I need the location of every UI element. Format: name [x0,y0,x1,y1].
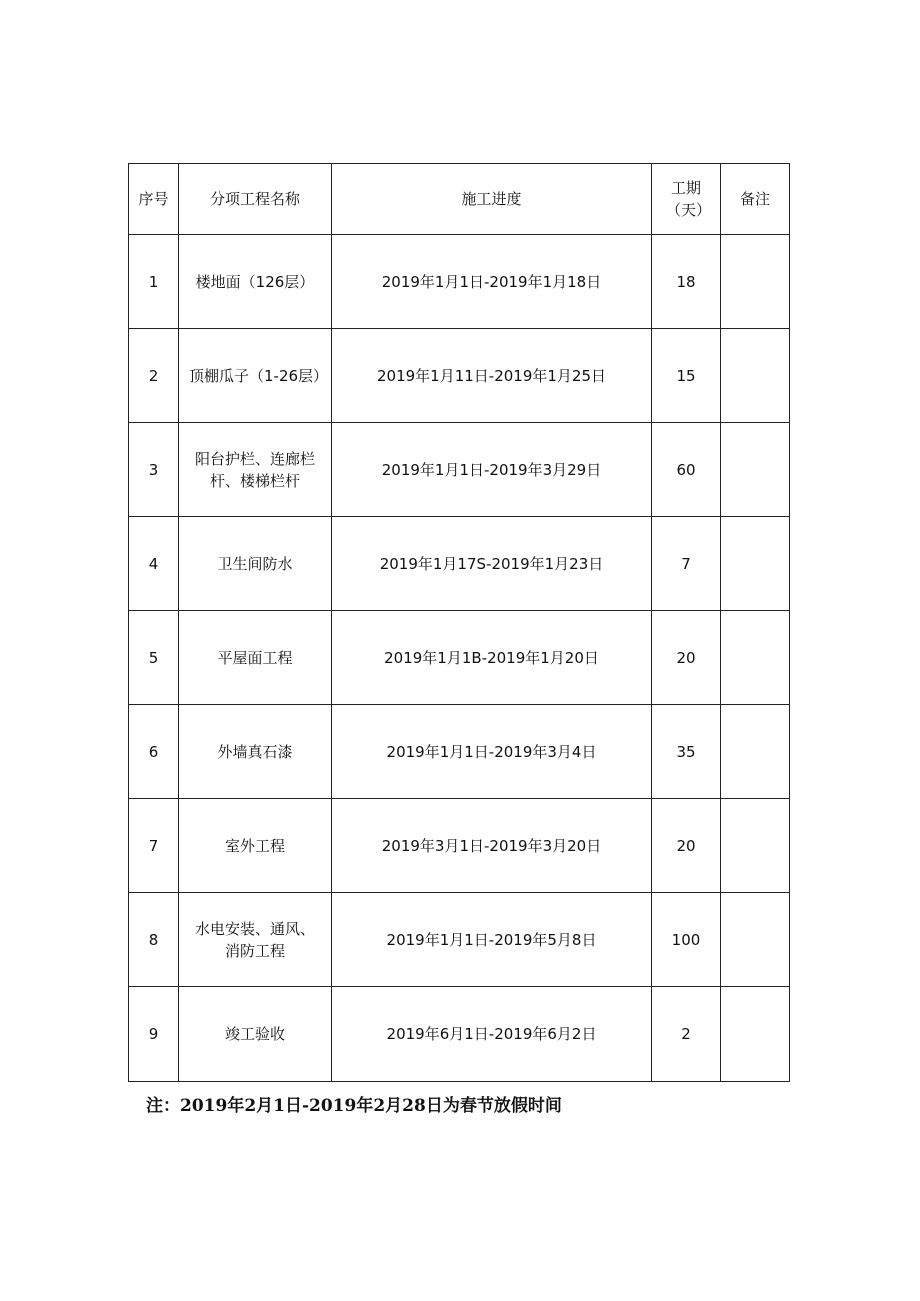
holiday-footnote: 注：2019年2月1日-2019年2月28日为春节放假时间 [146,1096,562,1116]
row-progress: 2019年1月17S-2019年1月23日 [332,517,652,611]
table-row [129,423,790,517]
row-name: 外墙真石漆 [179,705,332,799]
row-name: 楼地面（126层） [179,235,332,329]
row-progress: 2019年1月1日-2019年5月8日 [332,893,652,987]
table-row [129,799,790,893]
row-seq: 2 [129,329,179,423]
row-note [721,705,790,799]
header-note: 备注 [721,164,790,235]
header-seq: 序号 [129,164,179,235]
row-seq: 8 [129,893,179,987]
row-seq: 4 [129,517,179,611]
row-days: 35 [652,705,721,799]
row-note [721,423,790,517]
row-note [721,517,790,611]
table-row [129,705,790,799]
row-days: 2 [652,987,721,1082]
row-note [721,329,790,423]
row-name: 水电安装、通风、消防工程 [179,893,332,987]
row-note [721,987,790,1082]
table-row [129,329,790,423]
row-seq: 9 [129,987,179,1082]
row-seq: 5 [129,611,179,705]
row-progress: 2019年1月1日-2019年1月18日 [332,235,652,329]
row-name: 阳台护栏、连廊栏杆、楼梯栏杆 [179,423,332,517]
row-name: 竣工验收 [179,987,332,1082]
header-days: 工期（天） [652,164,721,235]
row-days: 20 [652,611,721,705]
row-progress: 2019年6月1日-2019年6月2日 [332,987,652,1082]
row-note [721,235,790,329]
header-progress: 施工进度 [332,164,652,235]
row-progress: 2019年1月11日-2019年1月25日 [332,329,652,423]
row-note [721,799,790,893]
row-name: 顶棚瓜子（1-26层） [179,329,332,423]
construction-schedule-table [128,163,790,1082]
row-days: 7 [652,517,721,611]
row-days: 15 [652,329,721,423]
row-name: 室外工程 [179,799,332,893]
row-name: 卫生间防水 [179,517,332,611]
row-name: 平屋面工程 [179,611,332,705]
table-row [129,235,790,329]
table-row [129,517,790,611]
row-progress: 2019年1月1B-2019年1月20日 [332,611,652,705]
row-days: 100 [652,893,721,987]
row-seq: 7 [129,799,179,893]
table-row [129,611,790,705]
table-row [129,987,790,1082]
row-seq: 6 [129,705,179,799]
row-seq: 3 [129,423,179,517]
row-progress: 2019年1月1日-2019年3月29日 [332,423,652,517]
row-days: 18 [652,235,721,329]
table-header-row [129,164,790,235]
row-seq: 1 [129,235,179,329]
row-note [721,611,790,705]
row-days: 20 [652,799,721,893]
row-days: 60 [652,423,721,517]
row-note [721,893,790,987]
header-name: 分项工程名称 [179,164,332,235]
row-progress: 2019年1月1日-2019年3月4日 [332,705,652,799]
row-progress: 2019年3月1日-2019年3月20日 [332,799,652,893]
table-row [129,893,790,987]
